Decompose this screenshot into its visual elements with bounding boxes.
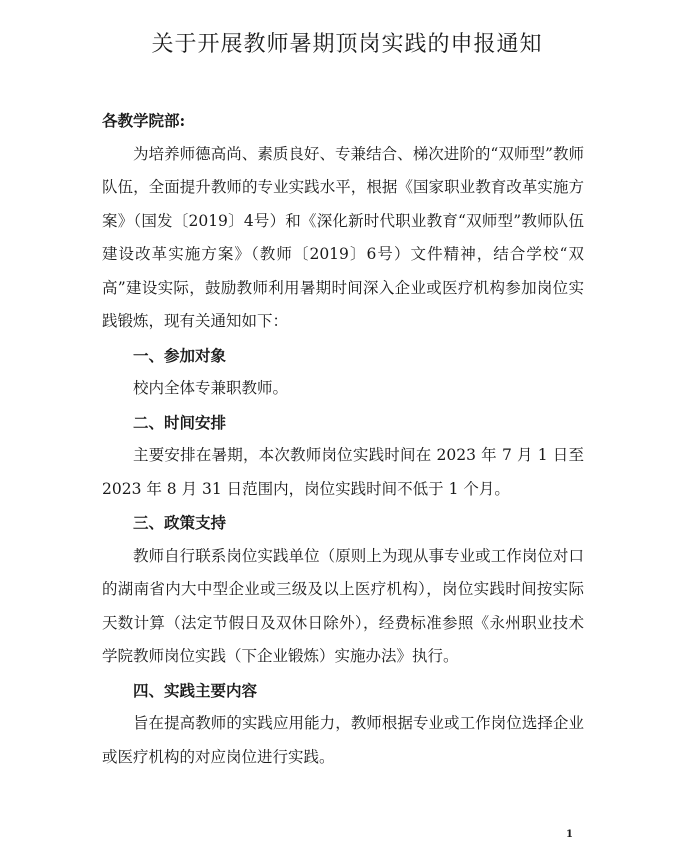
section-2-text: 主要安排在暑期，本次教师岗位实践时间在 2023 年 7 月 1 日至 2023 年 8 月 31 日范围内，岗位实践时间不低于 1 个月。 <box>102 446 584 498</box>
document-body <box>102 104 584 774</box>
section-3-text: 教师自行联系岗位实践单位（原则上为现从事专业或工作岗位对口的湖南省内大中型企业或三级及以上医疗机构），岗位实践时间按实际天数计算（法定节假日及双休日除外），经费标准参照《永州职业技术学院教师岗位实践（下企业锻炼）实施办法》执行。 <box>102 546 584 665</box>
intro-paragraph: 为培养师德高尚、素质良好、专兼结合、梯次进阶的“双师型”教师队伍，全面提升教师的专业实践水平，根据《国家职业教育改革实施方案》（国发〔2019〕4号）和《深化新时代职业教育“双师型”教师队伍建设改革实施方案》（教师〔2019〕6号）文件精神，结合学校“双高”建设实际，鼓励教师利用暑期时间深入企业或医疗机构参加岗位实践锻炼，现有关通知如下： <box>102 144 584 330</box>
section-2-heading: 二、时间安排 <box>133 412 227 432</box>
section-4-text: 旨在提高教师的实践应用能力，教师根据专业或工作岗位选择企业或医疗机构的对应岗位进行实践。 <box>102 714 584 766</box>
section-3-heading: 三、政策支持 <box>133 513 227 532</box>
section-1-heading: 一、参加对象 <box>133 345 227 365</box>
page-number: 1 <box>566 829 573 840</box>
salutation: 各教学院部: <box>102 111 186 130</box>
section-4-heading: 四、实践主要内容 <box>133 680 258 700</box>
section-1-text: 校内全体专兼职教师。 <box>133 379 289 397</box>
document-title: 关于开展教师暑期顶岗实践的申报通知 <box>151 32 543 57</box>
